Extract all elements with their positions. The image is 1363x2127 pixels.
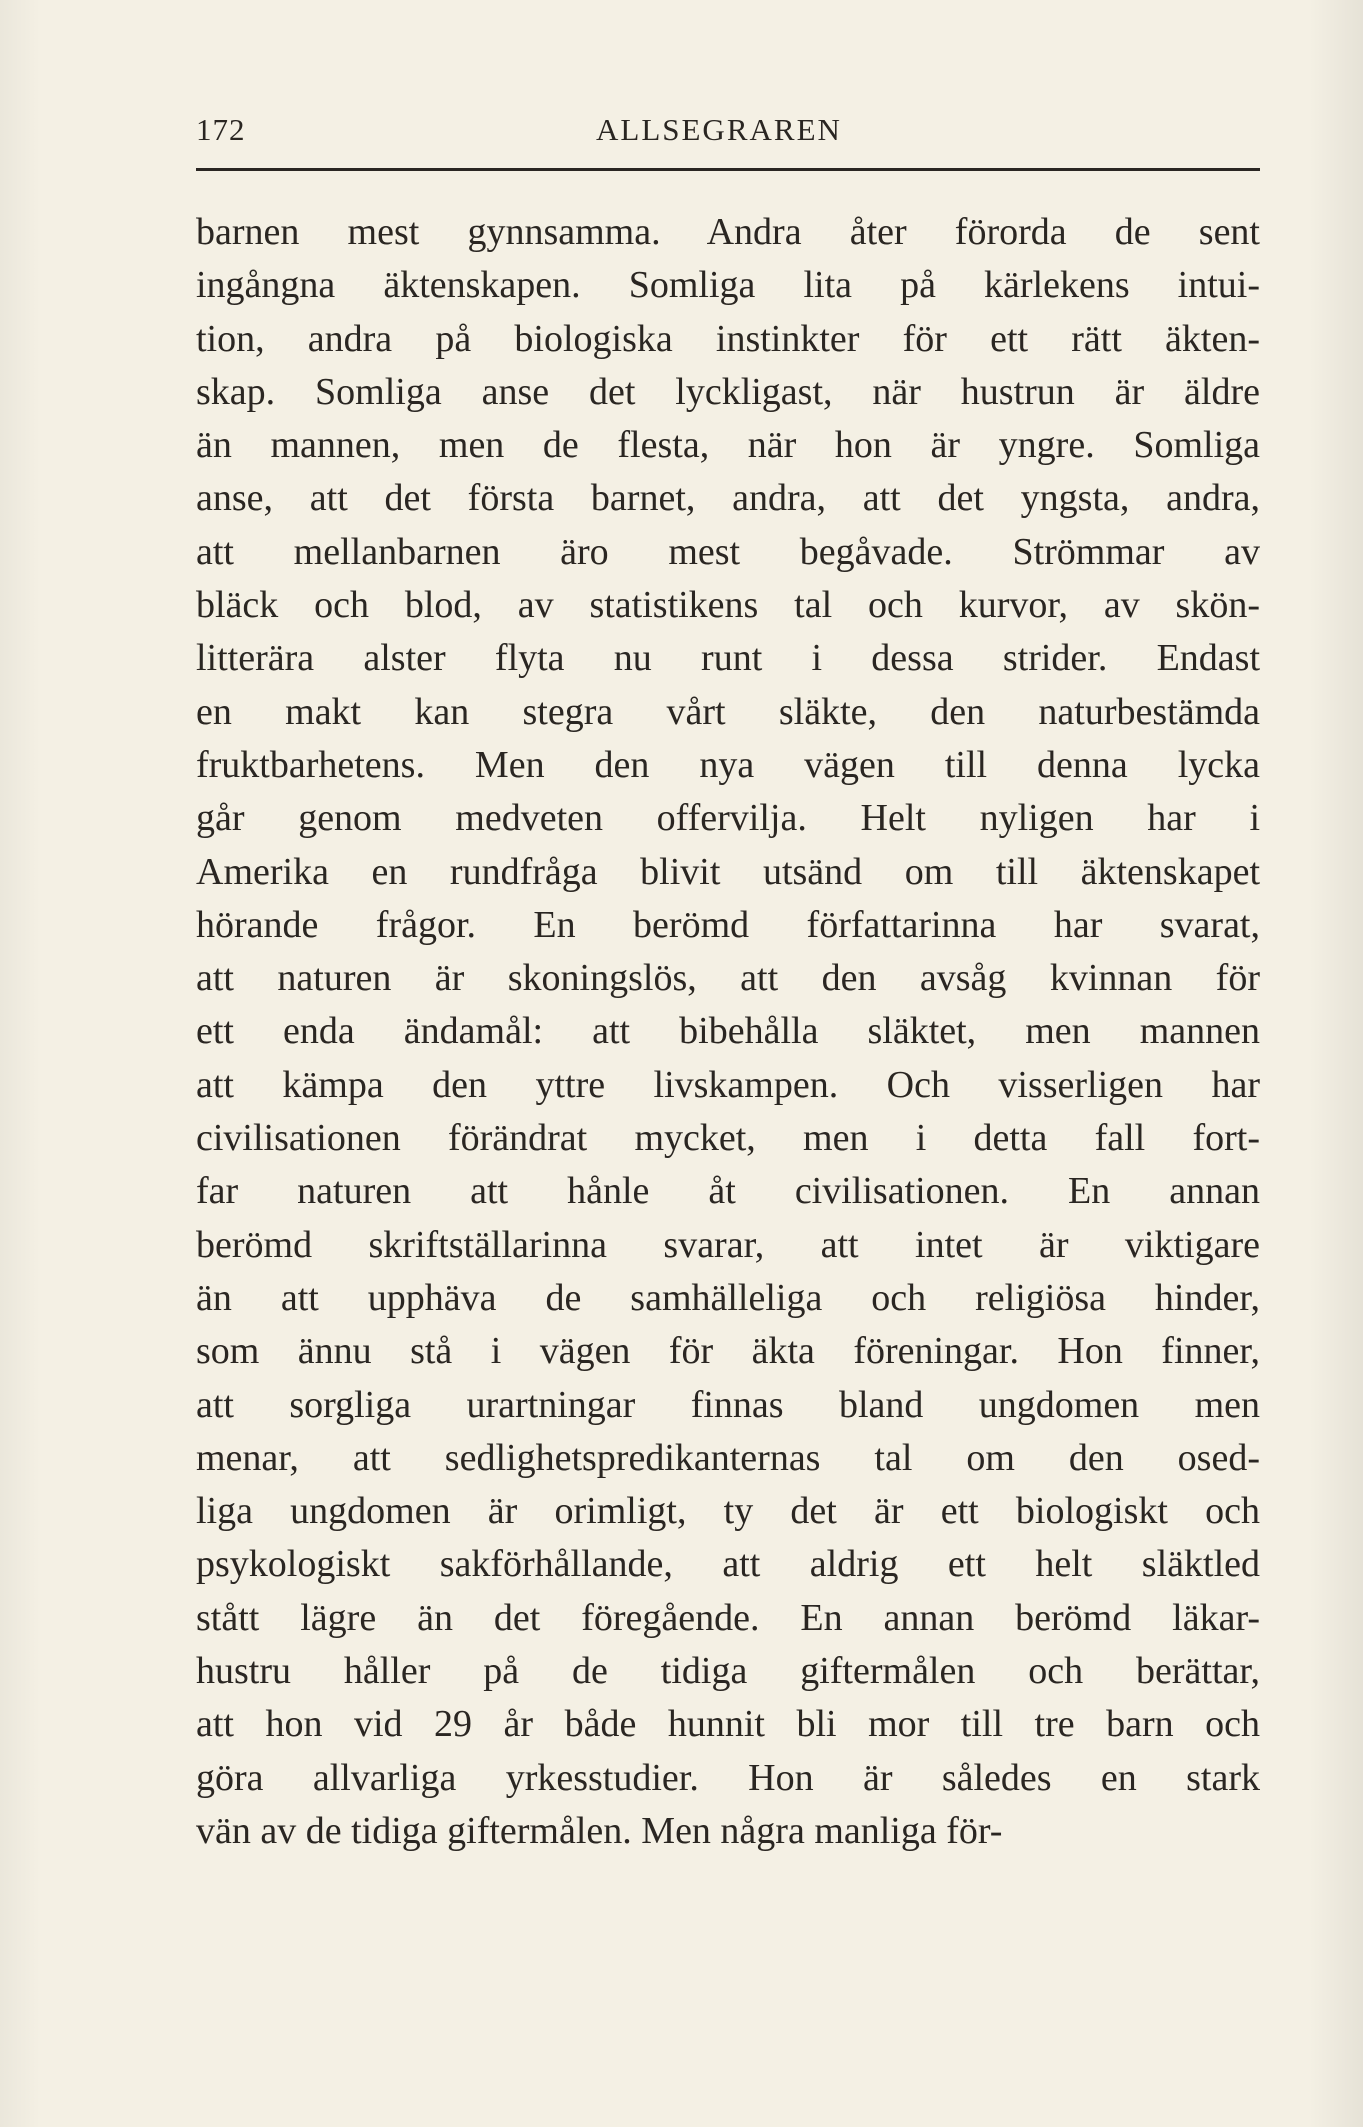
text-line: att sorgliga urartningar finnas bland ungdomen men [196, 1383, 1260, 1426]
page-number: 172 [196, 112, 246, 147]
running-title: ALLSEGRAREN [596, 112, 842, 147]
text-line: barnen mest gynnsamma. Andra åter förorda de sent [196, 211, 1260, 253]
body-text [196, 206, 1260, 1858]
page-header [196, 112, 1260, 162]
text-line: att hon vid 29 år både hunnit bli mor till tre barn och [196, 1703, 1260, 1746]
text-line: ingångna äktenskapen. Somliga lita på kärlekens intui- [196, 264, 1260, 307]
text-line: far naturen att hånle åt civilisationen. En annan [196, 1170, 1260, 1213]
text-line: hustru håller på de tidiga giftermålen och berättar, [196, 1650, 1260, 1693]
text-line: liga ungdomen är orimligt, ty det är ett biologiskt och [196, 1490, 1260, 1533]
text-line: anse, att det första barnet, andra, att det yngsta, andra, [196, 477, 1260, 520]
text-line: än att upphäva de samhälleliga och religiösa hinder, [196, 1276, 1260, 1319]
text-line: som ännu stå i vägen för äkta föreningar. Hon finner, [196, 1330, 1260, 1373]
text-line: ett enda ändamål: att bibehålla släktet, men mannen [196, 1010, 1260, 1053]
text-line: hörande frågor. En berömd författarinna har svarat, [196, 903, 1260, 946]
text-line: att kämpa den yttre livskampen. Och visserligen har [196, 1063, 1260, 1106]
text-line: att mellanbarnen äro mest begåvade. Strömmar av [196, 530, 1260, 573]
text-line: skap. Somliga anse det lyckligast, när hustrun är äldre [196, 370, 1260, 413]
text-line: vän av de tidiga giftermålen. Men några manliga för- [196, 1809, 1003, 1852]
text-line: bläck och blod, av statistikens tal och kurvor, av skön- [196, 584, 1260, 627]
text-line: Amerika en rundfråga blivit utsänd om till äktenskapet [196, 850, 1260, 893]
text-line: att naturen är skoningslös, att den avsåg kvinnan för [196, 957, 1260, 1000]
text-line: stått lägre än det föregående. En annan berömd läkar- [196, 1596, 1260, 1639]
text-line: göra allvarliga yrkesstudier. Hon är således en stark [196, 1756, 1260, 1799]
text-line: civilisationen förändrat mycket, men i detta fall fort- [196, 1117, 1260, 1160]
header-rule [196, 168, 1260, 171]
text-line: litterära alster flyta nu runt i dessa strider. Endast [196, 637, 1260, 680]
text-line: en makt kan stegra vårt släkte, den naturbestämda [196, 690, 1260, 733]
text-line: menar, att sedlighetspredikanternas tal om den osed- [196, 1436, 1260, 1479]
text-line: psykologiskt sakförhållande, att aldrig ett helt släktled [196, 1543, 1260, 1586]
text-line: berömd skriftställarinna svarar, att intet är viktigare [196, 1223, 1260, 1266]
text-line: fruktbarhetens. Men den nya vägen till denna lycka [196, 743, 1260, 786]
text-line: än mannen, men de flesta, när hon är yngre. Somliga [196, 424, 1260, 467]
text-line: går genom medveten offervilja. Helt nyligen har i [196, 797, 1260, 840]
text-line: tion, andra på biologiska instinkter för ett rätt äkten- [196, 317, 1260, 360]
